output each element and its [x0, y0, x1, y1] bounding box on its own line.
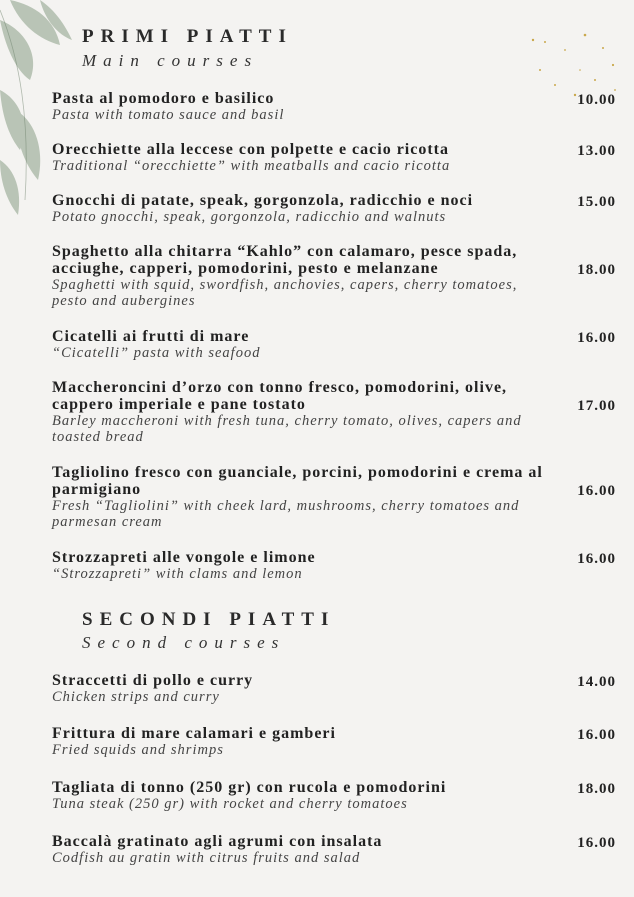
- dish-description: Barley maccheroni with fresh tuna, cherry tomato, olives, capers and toasted bread: [52, 413, 522, 445]
- dish-price: 16.00: [577, 330, 616, 346]
- menu-item: [52, 141, 622, 174]
- menu-item: [52, 672, 622, 705]
- dish-description: Fresh “Tagliolini” with cheek lard, mushrooms, cherry tomatoes and parmesan cream: [52, 498, 520, 530]
- section-subtitle-primi: Main courses: [82, 51, 259, 70]
- dish-name: Tagliolino fresco con guanciale, porcini, pomodorini e crema al parmigiano: [52, 464, 543, 498]
- dish-name: Strozzapreti alle vongole e limone: [52, 549, 316, 566]
- dish-price: 16.00: [577, 551, 616, 567]
- dish-name: Cicatelli ai frutti di mare: [52, 328, 250, 345]
- dish-description: “Cicatelli” pasta with seafood: [52, 345, 261, 361]
- section-title-secondi: SECONDI PIATTI: [82, 609, 336, 630]
- dish-price: 16.00: [577, 835, 616, 851]
- dish-description: Codfish au gratin with citrus fruits and salad: [52, 850, 361, 866]
- dish-price: 18.00: [577, 262, 616, 278]
- section-title-primi: PRIMI PIATTI: [82, 26, 293, 47]
- menu-item: [52, 464, 622, 530]
- dish-price: 13.00: [577, 143, 616, 159]
- dish-name: Baccalà gratinato agli agrumi con insalata: [52, 833, 383, 850]
- dish-description: Spaghetti with squid, swordfish, anchovies, capers, cherry tomatoes, pesto and aubergines: [52, 277, 518, 309]
- dish-price: 18.00: [577, 781, 616, 797]
- menu-item: [52, 90, 622, 123]
- dish-name: Gnocchi di patate, speak, gorgonzola, radicchio e noci: [52, 192, 474, 209]
- dish-name: Frittura di mare calamari e gamberi: [52, 725, 336, 742]
- dish-price: 16.00: [577, 727, 616, 743]
- dish-name: Straccetti di pollo e curry: [52, 672, 254, 689]
- menu-item: [52, 379, 622, 445]
- dish-price: 16.00: [577, 483, 616, 499]
- dish-description: Chicken strips and curry: [52, 689, 220, 705]
- dish-description: Fried squids and shrimps: [52, 742, 224, 758]
- dish-price: 17.00: [577, 398, 616, 414]
- dish-price: 15.00: [577, 194, 616, 210]
- dish-description: Pasta with tomato sauce and basil: [52, 107, 285, 123]
- menu-item: [52, 779, 622, 812]
- section-subtitle-secondi: Second courses: [82, 633, 286, 652]
- menu-item: [52, 725, 622, 758]
- dish-price: 10.00: [577, 92, 616, 108]
- menu-item: [52, 192, 622, 225]
- dish-name: Maccheroncini d’orzo con tonno fresco, pomodorini, olive, cappero imperiale e pane tostato: [52, 379, 508, 413]
- menu-item: [52, 833, 622, 866]
- menu-item: [52, 549, 622, 582]
- dish-description: Tuna steak (250 gr) with rocket and cherry tomatoes: [52, 796, 408, 812]
- menu-item: [52, 243, 622, 309]
- menu-item: [52, 328, 622, 361]
- dish-description: Traditional “orecchiette” with meatballs and cacio ricotta: [52, 158, 451, 174]
- dish-description: “Strozzapreti” with clams and lemon: [52, 566, 303, 582]
- dish-price: 14.00: [577, 674, 616, 690]
- dish-name: Orecchiette alla leccese con polpette e cacio ricotta: [52, 141, 449, 158]
- dish-name: Tagliata di tonno (250 gr) con rucola e pomodorini: [52, 779, 447, 796]
- dish-name: Spaghetto alla chitarra “Kahlo” con calamaro, pesce spada, acciughe, capperi, pomodorini, pesto e melanzane: [52, 243, 518, 277]
- dish-name: Pasta al pomodoro e basilico: [52, 90, 275, 107]
- dish-description: Potato gnocchi, speak, gorgonzola, radicchio and walnuts: [52, 209, 447, 225]
